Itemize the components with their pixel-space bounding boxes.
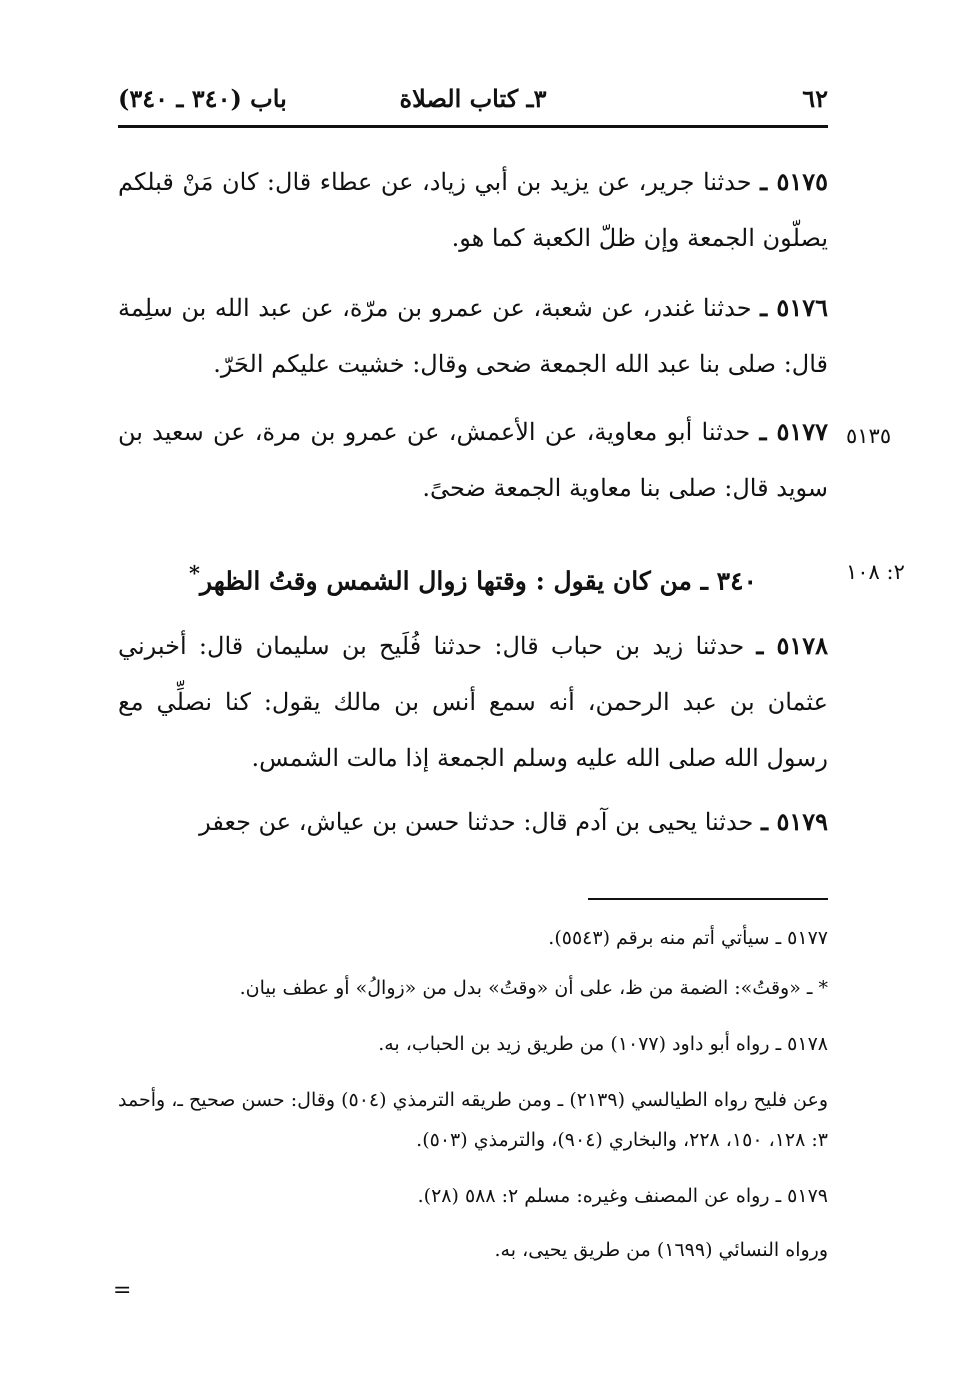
chapter-reference: باب (٣٤٠ ـ ٣٤٠) xyxy=(118,84,287,113)
hadith-paragraph xyxy=(118,280,828,392)
hadith-number: ٥١٧٥ ـ xyxy=(760,167,828,196)
footnote xyxy=(118,1176,828,1216)
margin-reference: ٥١٣٥ xyxy=(846,424,892,448)
header-rule xyxy=(118,125,828,128)
footnote-text: «وقتُ»: الضمة من ظ، على أن «وقتُ» بدل من «زوالُ» أو عطف بيان. xyxy=(239,977,801,999)
footnote-number: ٥١٧٧ ـ xyxy=(775,927,828,949)
footnote-star: * xyxy=(189,560,200,585)
hadith-number: ٥١٧٨ ـ xyxy=(756,631,828,660)
chapter-heading xyxy=(118,548,828,606)
hadith-paragraph xyxy=(118,404,828,516)
hadith-text: حدثنا غندر، عن شعبة، عن عمرو بن مرّة، عن عبد الله بن سلِمة قال: صلى بنا عبد الله الجمعة ضحى وقال: خشيت عليكم الحَرّ. xyxy=(118,294,828,378)
hadith-text: حدثنا جرير، عن يزيد بن أبي زياد، عن عطاء قال: كان مَنْ قبلكم يصلّون الجمعة وإن ظلّ الكعبة كما هو. xyxy=(118,168,828,252)
footnote-text: رواه عن المصنف وغيره: مسلم ٢: ٥٨٨ (٢٨). xyxy=(417,1185,770,1207)
page-header xyxy=(118,80,828,120)
page-number: ٦٢ xyxy=(802,84,828,113)
footnote xyxy=(118,1080,828,1160)
hadith-number: ٥١٧٦ ـ xyxy=(760,293,828,322)
footnote xyxy=(118,918,828,958)
hadith-paragraph xyxy=(118,794,828,850)
footnote-text: ورواه النسائي (١٦٩٩) من طريق يحيى، به. xyxy=(494,1239,828,1261)
footnote xyxy=(118,1024,828,1064)
hadith-paragraph xyxy=(118,618,828,786)
margin-reference: ٢: ١٠٨ xyxy=(846,560,905,584)
footnote-separator xyxy=(588,898,828,900)
footnote xyxy=(118,1230,828,1270)
continuation-mark: = xyxy=(113,1278,132,1303)
footnote-number: * ـ xyxy=(806,977,828,999)
hadith-text: حدثنا يحيى بن آدم قال: حدثنا حسن بن عياش، عن جعفر xyxy=(199,808,754,836)
footnote-text: سيأتي أتم منه برقم (٥٥٤٣). xyxy=(548,927,770,949)
hadith-text: حدثنا زيد بن حباب قال: حدثنا فُلَيح بن سليمان قال: أخبرني عثمان بن عبد الرحمن، أنه سمع أنس بن مالك يقول: كنا نصلِّي مع رسول الله صلى الله عليه وسلم الجمعة إذا مالت الشمس. xyxy=(118,632,828,772)
hadith-text: حدثنا أبو معاوية، عن الأعمش، عن عمرو بن مرة، عن سعيد بن سويد قال: صلى بنا معاوية الجمعة ضحىً. xyxy=(118,418,828,502)
footnote-number: ٥١٧٩ ـ xyxy=(775,1185,828,1207)
hadith-number: ٥١٧٧ ـ xyxy=(759,417,828,446)
chapter-heading-text: ٣٤٠ ـ من كان يقول : وقتها زوال الشمس وقتُ الظهر xyxy=(199,566,757,596)
footnote-number: ٥١٧٨ ـ xyxy=(775,1033,828,1055)
footnote xyxy=(118,968,828,1008)
book-title: ٣ـ كتاب الصلاة xyxy=(399,84,547,113)
hadith-number: ٥١٧٩ ـ xyxy=(761,807,828,836)
footnote-text: وعن فليح رواه الطيالسي (٢١٣٩) ـ ومن طريقه الترمذي (٥٠٤) وقال: حسن صحيح ـ، وأحمد ٣: ١٢٨، ١٥٠، ٢٢٨، والبخاري (٩٠٤)، والترمذي (٥٠٣). xyxy=(118,1089,829,1151)
footnote-text: رواه أبو داود (١٠٧٧) من طريق زيد بن الحباب، به. xyxy=(378,1033,770,1055)
hadith-paragraph xyxy=(118,154,828,266)
